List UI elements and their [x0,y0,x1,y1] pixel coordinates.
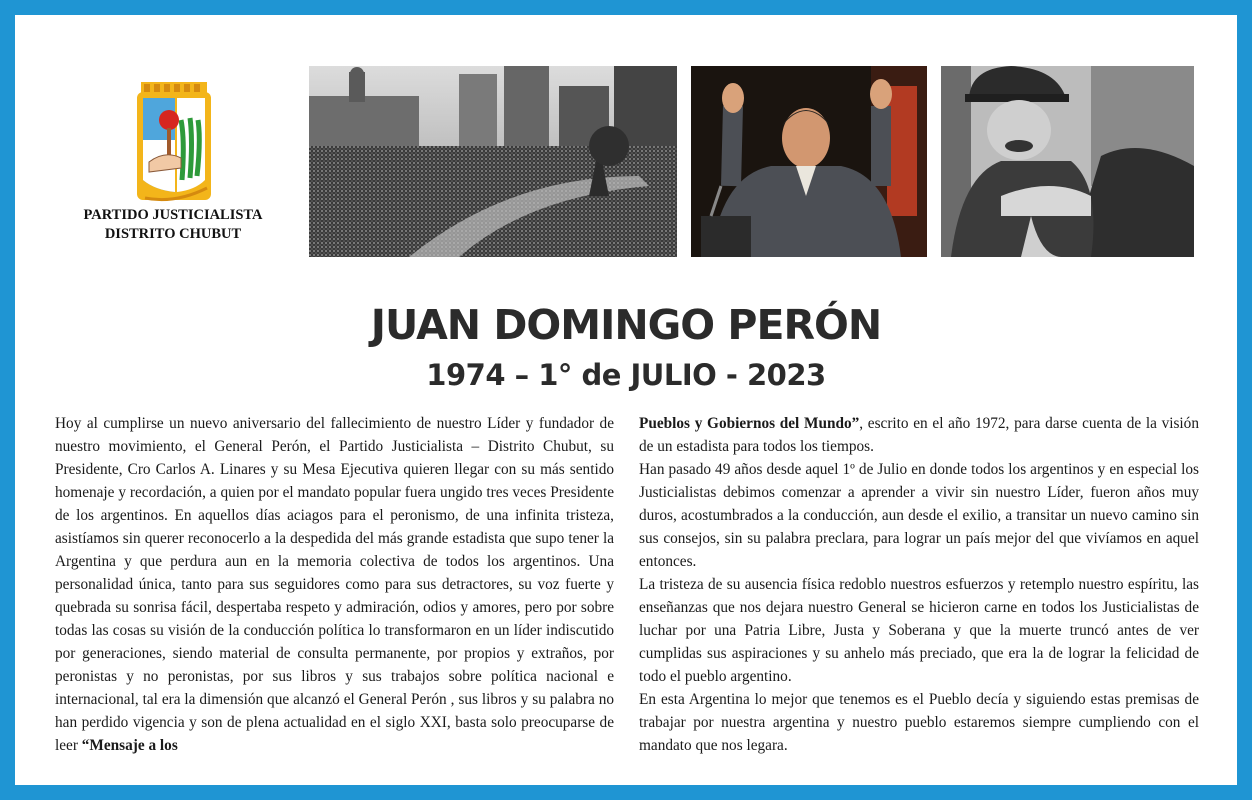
party-name-line1: PARTIDO JUSTICIALISTA [83,207,263,223]
paragraph: La tristeza de su ausencia física redoblo nuestros esfuerzos y retemplo nuestro espíritu, las enseñanzas que nos dejara nuestro General se hicieron carne en todos los Justicialistas de luchar por una Patria Libre, Justa y Soberana y que la muerte truncó antes de ver cumplidas sus aspiraciones y su anhelo más preciado, que era la de lograr la felicidad de todo el pueblo argentino. [639,576,1199,685]
peron-waving-photo-icon [691,66,927,257]
justicialista-shield-icon [135,80,213,202]
paragraph: En esta Argentina lo mejor que tenemos es el Pueblo decía y siguiendo estas premisas de trabajar por nuestra argentina y nuestro pueblo estaremos siempre cumpliendo con el mandato que nos legara. [639,691,1199,754]
party-district-line: DISTRITO CHUBUT [104,226,242,242]
book-title-part2: Pueblos y Gobiernos del Mundo” [639,415,860,432]
party-name [55,206,291,244]
page-title: JUAN DOMINGO PERÓN [370,301,882,349]
text-column-left [55,412,614,757]
plaza-de-mayo-crowd-photo-icon [309,66,677,257]
book-title-part1: “Mensaje a los [81,737,178,754]
page-subtitle: 1974 – 1° de JULIO - 2023 [426,358,826,392]
text-column-right [639,412,1199,757]
paragraph [55,412,614,757]
memorial-page [15,15,1237,785]
paragraph [639,412,1199,458]
paragraph: Han pasado 49 años desde aquel 1º de Julio en donde todos los argentinos y en especial los Justicialistas debimos comenzar a aprender a vivir sin nuestro Líder, fueron años muy duros, acostumbrados a la conducción, aun desde el exilio, a transitar un nuevo camino sin sus consejos, sin su palabra preclara, para lograr un país mejor del que vivíamos en aquel entonces. [639,461,1199,570]
paragraph-text: , escrito en el año 1972, para darse cuenta de la visión de un estadista para todos los tiempos. [639,415,1199,455]
paragraph-text: Hoy al cumplirse un nuevo aniversario del fallecimiento de nuestro Líder y fundador de nuestro movimiento, el General Perón, el Partido Justicialista – Distrito Chubut, su Presidente, Cro Carlos A. Linares y su Mesa Ejecutiva quieren llegar con su más sentido homenaje y recordación, a quien por el mandato popular fuera ungido tres veces Presidente de los argentinos. En aquellos días aciagos para el peronismo, de una infinita tristeza, asistíamos sin querer reconocerlo a la despedida del más grande estadista que supo tener la Argentina y que perdura aun en la memoria colectiva de todos los argentinos. Una personalidad única, tanto para sus seguidores como para sus detractores, su voz fuerte y quebrada su sonrisa fácil, despertaba respeto y admiración, odios y amores, pero por sobre todas las cosas su visión de la conducción política lo transformaron en un líder indiscutido por generaciones, siendo material de consulta permanente, por propios y extraños, por peronistas y no peronistas, por sus libros y sus trabajos sobre política nacional e internacional, tal era la dimensión que alcanzó el General Perón , sus libros y su palabra no han perdido vigencia y son de plena actualidad en el siglo XXI, basta solo preocuparse de leer [55,415,614,754]
mourning-soldier-photo-icon [941,66,1194,257]
